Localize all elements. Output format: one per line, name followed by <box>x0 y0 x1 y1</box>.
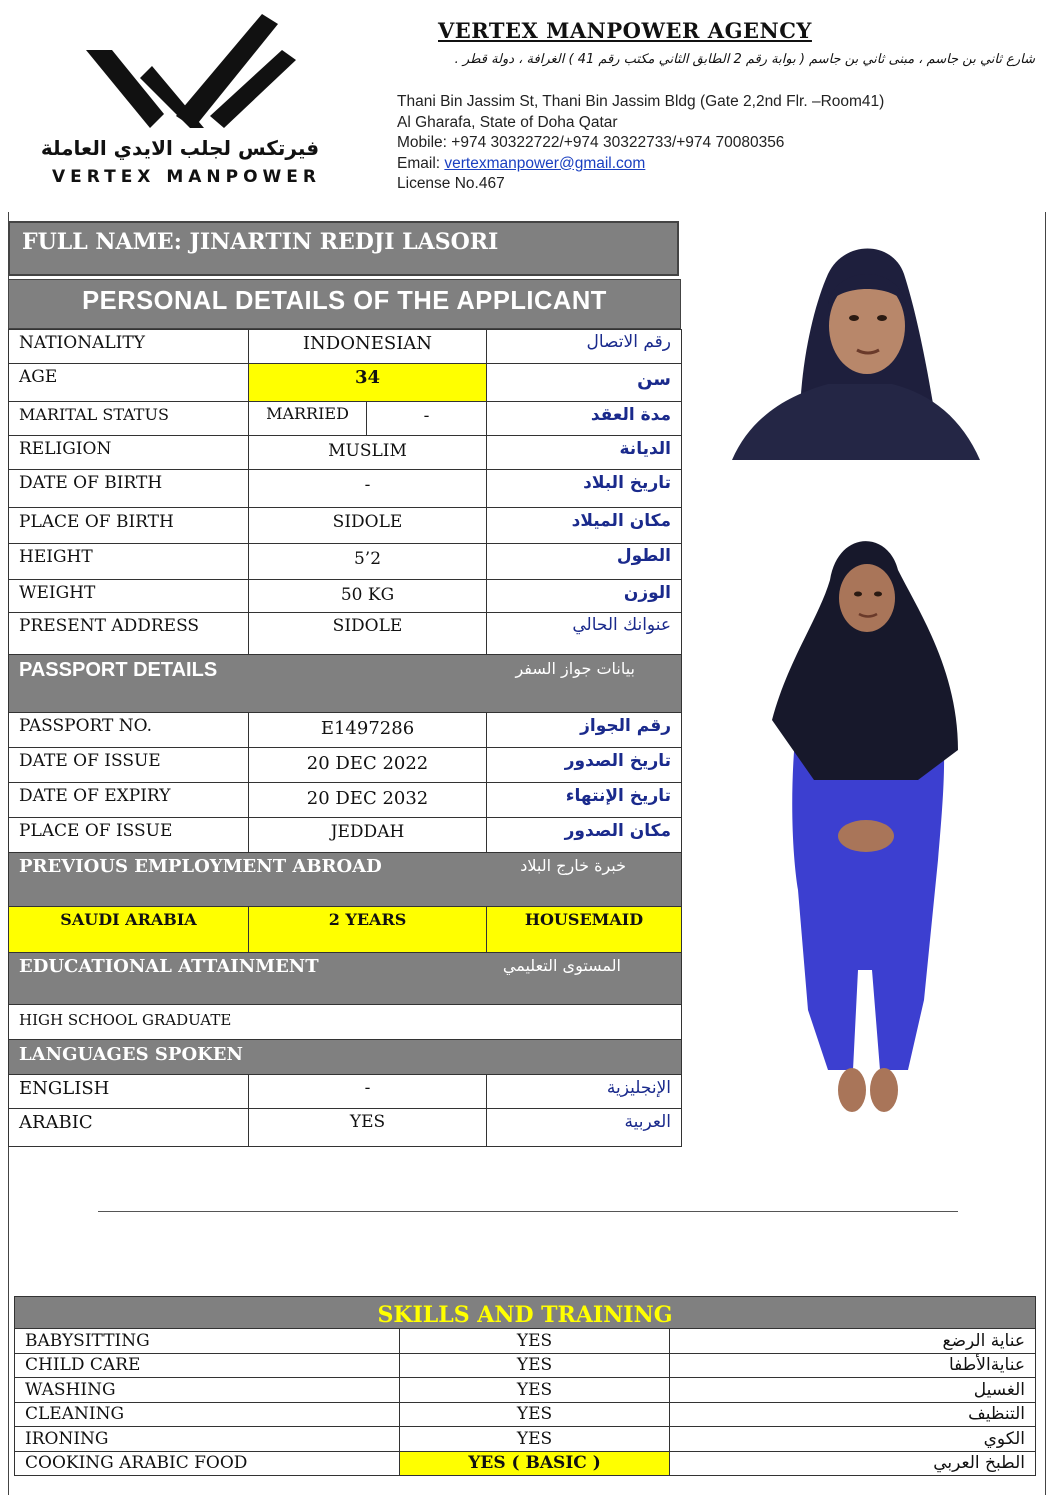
row-arabic: الطول <box>487 544 682 580</box>
skill-value: YES <box>400 1402 670 1427</box>
table-row <box>9 818 682 853</box>
table-row <box>9 1005 682 1040</box>
row-label: PLACE OF ISSUE <box>9 818 249 853</box>
row-label: DATE OF EXPIRY <box>9 783 249 818</box>
education-value: HIGH SCHOOL GRADUATE <box>9 1005 682 1040</box>
table-row <box>9 748 682 783</box>
skill-arabic: التنظيف <box>670 1402 1036 1427</box>
table-row <box>9 402 682 436</box>
row-value: JEDDAH <box>249 818 487 853</box>
table-row <box>9 508 682 544</box>
skill-label: IRONING <box>15 1427 400 1452</box>
contract-duration-value: - <box>423 406 430 426</box>
table-row <box>9 470 682 508</box>
skill-label: CLEANING <box>15 1402 400 1427</box>
row-label: ARABIC <box>9 1109 249 1147</box>
contact-block <box>397 92 1017 195</box>
skill-arabic: الغسيل <box>670 1378 1036 1403</box>
education-title: EDUCATIONAL ATTAINMENT <box>9 953 487 1005</box>
table-row <box>9 1109 682 1147</box>
table-row <box>9 783 682 818</box>
skills-table <box>14 1296 1036 1476</box>
passport-section-header <box>9 655 682 713</box>
skill-arabic: الطبخ العربي <box>670 1451 1036 1476</box>
employment-title-arabic: خبرة خارج البلاد <box>487 853 682 907</box>
row-value: INDONESIAN <box>249 330 487 364</box>
skill-label: BABYSITTING <box>15 1329 400 1354</box>
row-value: SIDOLE <box>249 613 487 655</box>
row-label: AGE <box>9 364 249 402</box>
age-value: 34 <box>249 364 487 402</box>
skills-header-row <box>15 1297 1036 1329</box>
skill-row <box>15 1353 1036 1378</box>
mobile-numbers: Mobile: +974 30322722/+974 30322733/+974 70080356 <box>397 134 785 151</box>
skill-arabic: عناية الرضع <box>670 1329 1036 1354</box>
row-label: PASSPORT NO. <box>9 713 249 748</box>
skill-arabic: عنايةالأطفا <box>670 1353 1036 1378</box>
row-arabic: تاريخ الصدور <box>487 748 682 783</box>
details-table <box>8 329 682 1147</box>
row-value: 20 DEC 2032 <box>249 783 487 818</box>
row-arabic: مكان الميلاد <box>487 508 682 544</box>
skill-value: YES ( BASIC ) <box>400 1451 670 1476</box>
employment-title: PREVIOUS EMPLOYMENT ABROAD <box>9 853 487 907</box>
row-label: ENGLISH <box>9 1075 249 1109</box>
table-row <box>9 436 682 470</box>
table-row <box>9 330 682 364</box>
skill-row <box>15 1402 1036 1427</box>
row-value: SIDOLE <box>249 508 487 544</box>
logo-english-text: VERTEX MANPOWER <box>52 167 321 187</box>
row-arabic: الديانة <box>487 436 682 470</box>
applicant-headshot-photo <box>732 244 980 460</box>
education-section-header <box>9 953 682 1005</box>
skill-row <box>15 1427 1036 1452</box>
address-line-2: Al Gharafa, State of Doha Qatar <box>397 113 618 131</box>
table-row <box>9 544 682 580</box>
row-arabic: الوزن <box>487 580 682 613</box>
section-divider <box>98 1211 958 1212</box>
table-row <box>9 613 682 655</box>
logo-arabic-text: فيرتكس لجلب الايدي العاملة <box>40 136 320 160</box>
address-line-1: Thani Bin Jassim St, Thani Bin Jassim Bldg (Gate 2,2nd Flr. –Room41) <box>397 93 885 110</box>
row-label: DATE OF BIRTH <box>9 470 249 508</box>
skill-row <box>15 1451 1036 1476</box>
passport-title: PASSPORT DETAILS <box>9 655 487 713</box>
table-row <box>9 580 682 613</box>
row-label: HEIGHT <box>9 544 249 580</box>
skill-value: YES <box>400 1329 670 1354</box>
marital-cell <box>249 402 487 436</box>
vertex-logo-icon <box>86 12 298 132</box>
row-label: MARITAL STATUS <box>9 402 249 436</box>
employment-row <box>9 907 682 953</box>
education-title-arabic: المستوى التعليمي <box>487 953 682 1005</box>
personal-details-title: PERSONAL DETAILS OF THE APPLICANT <box>8 279 681 329</box>
skill-label: COOKING ARABIC FOOD <box>15 1451 400 1476</box>
applicant-fullbody-photo <box>768 530 964 1130</box>
skill-label: WASHING <box>15 1378 400 1403</box>
passport-number: E1497286 <box>249 713 487 748</box>
skill-label: CHILD CARE <box>15 1353 400 1378</box>
row-arabic: عنوانك الحالي <box>487 613 682 655</box>
row-value: MUSLIM <box>249 436 487 470</box>
row-label: RELIGION <box>9 436 249 470</box>
row-arabic: العربية <box>487 1109 682 1147</box>
row-arabic: سن <box>487 364 682 402</box>
row-label: PLACE OF BIRTH <box>9 508 249 544</box>
languages-section-header <box>9 1040 682 1075</box>
row-arabic: مدة العقد <box>487 402 682 436</box>
row-arabic: الإنجليزية <box>487 1075 682 1109</box>
employment-duration: 2 YEARS <box>249 907 487 953</box>
table-row <box>9 713 682 748</box>
employment-section-header <box>9 853 682 907</box>
skill-value: YES <box>400 1427 670 1452</box>
row-arabic: رقم الاتصال <box>487 330 682 364</box>
email-label: Email: <box>397 154 441 172</box>
agency-name: VERTEX MANPOWER AGENCY <box>438 18 812 43</box>
license-number: License No.467 <box>397 175 505 192</box>
row-arabic: رقم الجواز <box>487 713 682 748</box>
skill-row <box>15 1329 1036 1354</box>
row-value: - <box>249 470 487 508</box>
skill-value: YES <box>400 1378 670 1403</box>
skill-row <box>15 1378 1036 1403</box>
row-value: 50 KG <box>249 580 487 613</box>
row-arabic: تاريخ الإنتهاء <box>487 783 682 818</box>
table-row <box>9 364 682 402</box>
languages-title: LANGUAGES SPOKEN <box>9 1040 682 1075</box>
row-label: DATE OF ISSUE <box>9 748 249 783</box>
row-value: 5’2 <box>249 544 487 580</box>
row-value: YES <box>249 1109 487 1147</box>
table-row <box>9 1075 682 1109</box>
full-name-bar: FULL NAME: JINARTIN REDJI LASORI <box>8 221 679 276</box>
employment-position: HOUSEMAID <box>487 907 682 953</box>
email-row <box>397 154 1017 175</box>
row-label: WEIGHT <box>9 580 249 613</box>
row-value: 20 DEC 2022 <box>249 748 487 783</box>
email-link[interactable]: vertexmanpower@gmail.com <box>444 154 646 172</box>
row-arabic: مكان الصدور <box>487 818 682 853</box>
row-label: PRESENT ADDRESS <box>9 613 249 655</box>
skill-value: YES <box>400 1353 670 1378</box>
employment-country: SAUDI ARABIA <box>9 907 249 953</box>
passport-title-arabic: بيانات جواز السفر <box>487 655 682 713</box>
row-label: NATIONALITY <box>9 330 249 364</box>
skills-title: SKILLS AND TRAINING <box>15 1297 1036 1329</box>
marital-status-value: MARRIED <box>249 402 367 435</box>
address-arabic: شارع ثاني بن جاسم ، مبنى ثاني بن جاسم ( بوابة رقم 2 الطابق الثاني مكتب رقم 41 ) الغرافة ، دولة قطر . <box>454 52 1035 67</box>
row-arabic: تاريخ البلاد <box>487 470 682 508</box>
row-value: - <box>249 1075 487 1109</box>
skill-arabic: الكوي <box>670 1427 1036 1452</box>
